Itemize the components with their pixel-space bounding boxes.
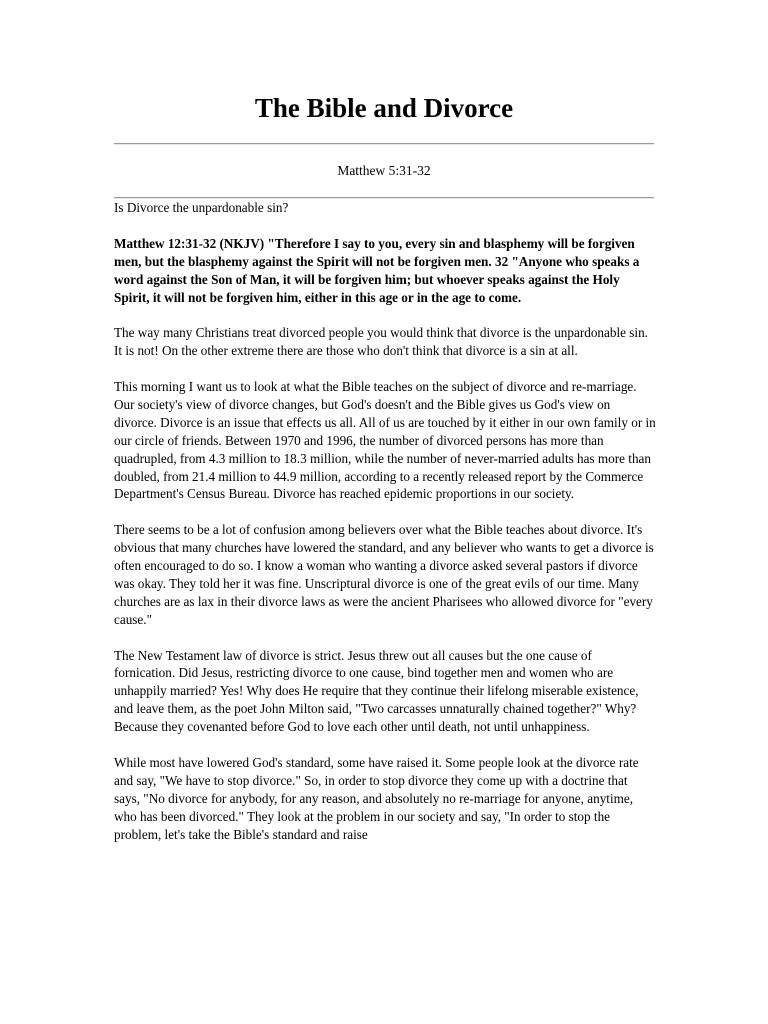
- scripture-quote: Matthew 12:31-32 (NKJV) "Therefore I say to you, every sin and blasphemy will be forgiven men, but the blasphemy against the Spirit will not be forgiven men. 32 "Anyone who speaks a word against the Son of Man, it will be forgiven him; but whoever speaks against the Holy Spirit, it will not be forgiven him, either in this age or in the age to come.: [114, 235, 640, 305]
- scripture-reference: Matthew 5:31-32: [337, 163, 431, 178]
- intro-question: Is Divorce the unpardonable sin?: [114, 200, 289, 215]
- body-paragraph: While most have lowered God's standard, some have raised it. Some people look at the divorce rate and say, "We have to stop divorce." So, in order to stop divorce they come up with a doctrine that says, "No divorce for anybody, for any reason, and absolutely no re-marriage for anyone, anytime, who has been divorced." They look at the problem in our society and say, "In order to stop the problem, let's take the Bible's standard and raise: [114, 755, 639, 842]
- article-body: [114, 199, 656, 861]
- body-paragraph: The way many Christians treat divorced people you would think that divorce is the unpardonable sin. It is not! On the other extreme there are those who don't think that divorce is a sin at all.: [114, 325, 648, 359]
- title-divider: [114, 143, 654, 145]
- body-paragraph: The New Testament law of divorce is strict. Jesus threw out all causes but the one cause of fornication. Did Jesus, restricting divorce to one cause, bind together men and women who are unhappily married? Yes! Why does He require that they continue their lifelong miserable existence, and leave them, as the poet John Milton said, "Two carcasses unnaturally chained together?" Why? Because they covenanted before God to love each other until death, not until unhappiness.: [114, 647, 639, 735]
- body-paragraph: This morning I want us to look at what the Bible teaches on the subject of divorce and re-marriage. Our society's view of divorce changes, but God's doesn't and the Bible gives us God's view on divorce. Divorce is an issue that effects us all. All of us are touched by it either in our own family or in our circle of friends. Between 1970 and 1996, the number of divorced persons has more than quadrupled, from 4.3 million to 18.3 million, while the number of never-married adults has more than doubled, from 21.4 million to 44.9 million, according to a recently released report by the Commerce Department's Census Bureau. Divorce has reached epidemic proportions in our society.: [114, 379, 656, 502]
- page-title: The Bible and Divorce: [254, 93, 514, 123]
- body-paragraph: There seems to be a lot of confusion among believers over what the Bible teaches about divorce. It's obvious that many churches have lowered the standard, and any believer who wants to get a divorce is often encouraged to do so. I know a woman who wanting a divorce asked several pastors if divorce was okay. They told her it was fine. Unscriptural divorce is one of the great evils of our time. Many churches are as lax in their divorce laws as were the ancient Pharisees who allowed divorce for "every cause.": [114, 522, 654, 627]
